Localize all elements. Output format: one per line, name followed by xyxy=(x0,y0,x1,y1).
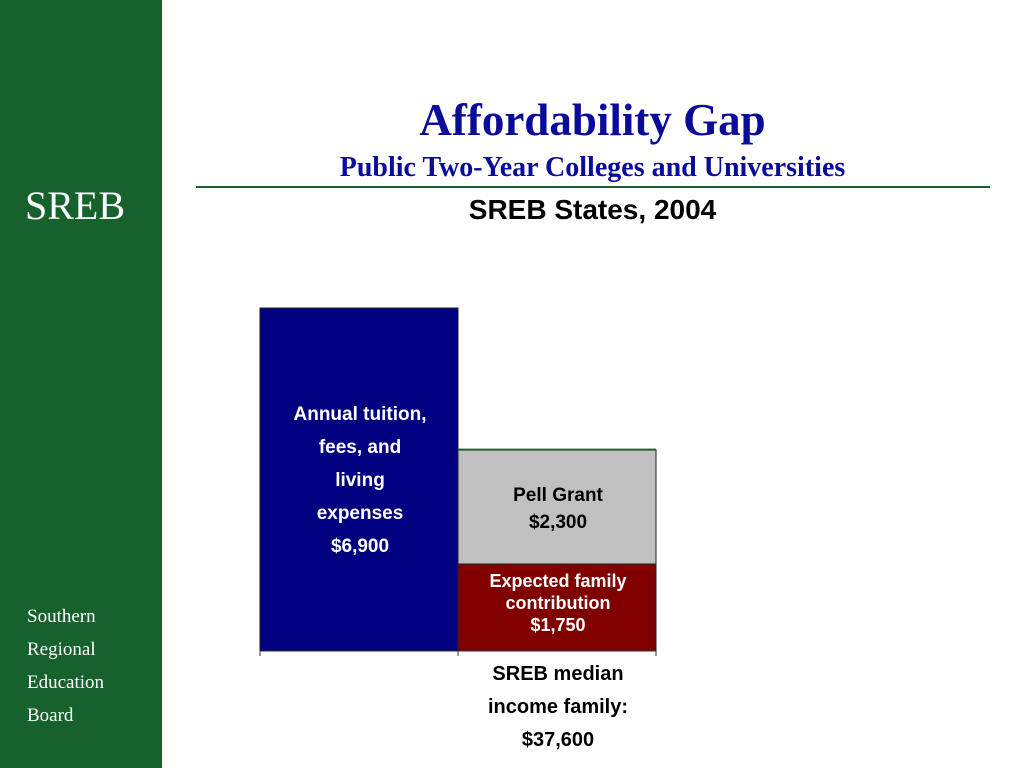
tuition-bar-label xyxy=(262,398,458,563)
pell-label-line: Pell Grant xyxy=(513,485,603,506)
efc-label-line: Expected family xyxy=(489,571,627,591)
brand-logo-text: SREB xyxy=(24,183,126,228)
slide-subtitle-secondary: SREB States, 2004 xyxy=(468,194,717,225)
tuition-label-line: fees, and xyxy=(318,437,402,458)
org-line: Regional xyxy=(27,639,96,660)
org-line: Board xyxy=(27,705,74,726)
category-label-line: SREB median xyxy=(492,663,624,685)
category-label xyxy=(440,658,676,757)
efc-label-line: contribution xyxy=(505,593,611,613)
org-line: Education xyxy=(27,672,105,693)
tuition-value-label: $6,900 xyxy=(330,536,390,557)
tuition-label-line: Annual tuition, xyxy=(293,404,427,425)
org-line: Southern xyxy=(27,606,96,627)
tuition-label-line: living xyxy=(335,470,385,491)
category-value-label: $37,600 xyxy=(521,729,595,751)
slide-subtitle: Public Two-Year Colleges and Universities xyxy=(339,152,846,183)
family-contribution-label xyxy=(460,570,656,636)
pell-grant-label xyxy=(460,482,656,536)
tuition-label-line: expenses xyxy=(316,503,404,524)
efc-value-label: $1,750 xyxy=(530,615,586,635)
pell-value-label: $2,300 xyxy=(528,512,588,533)
category-label-line: income family: xyxy=(487,696,629,718)
slide-title: Affordability Gap xyxy=(419,95,766,145)
